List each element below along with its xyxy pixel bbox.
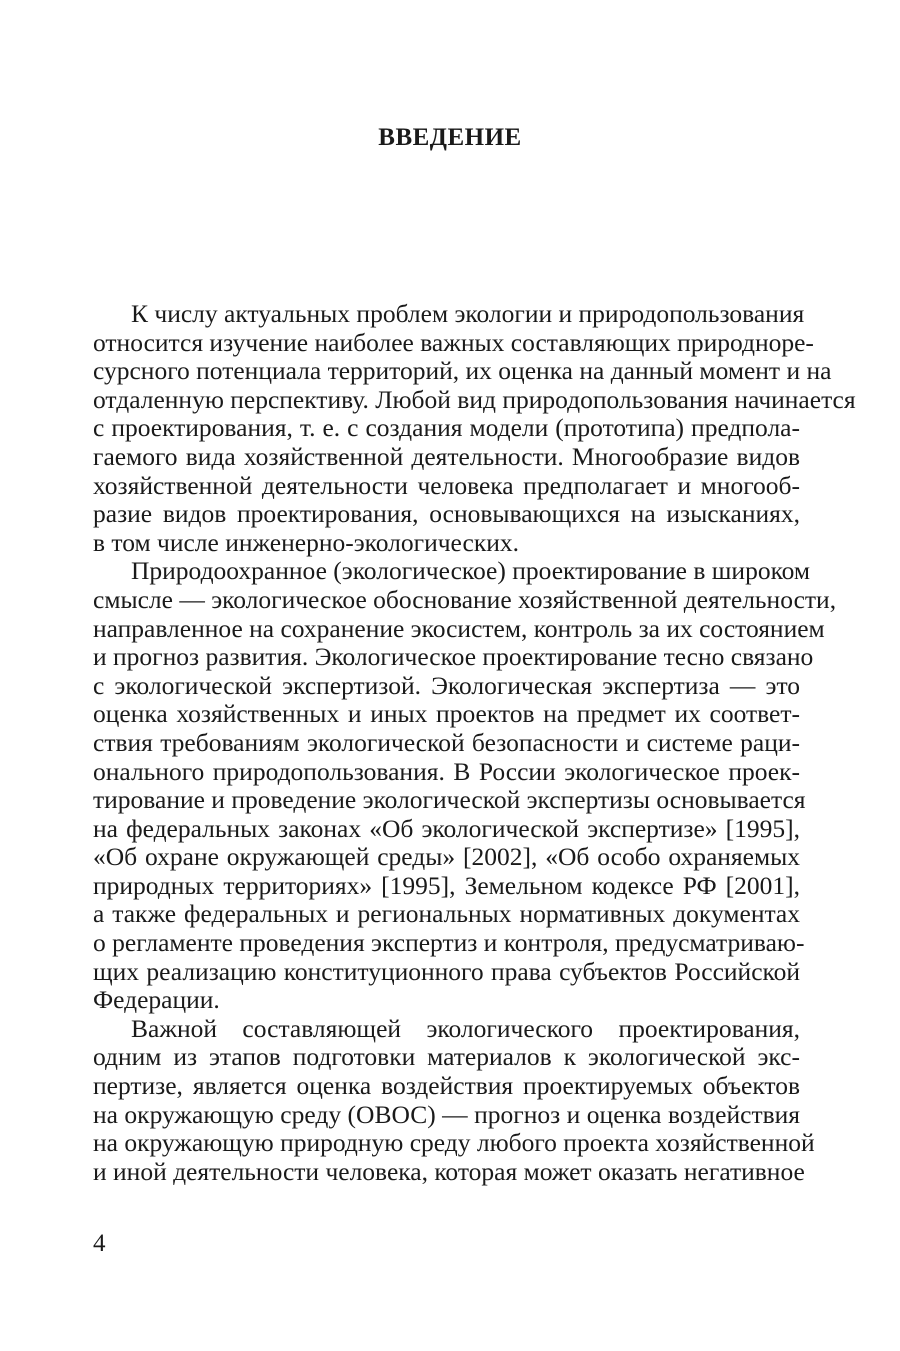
- paragraph-1-line: сурсного потенциала территорий, их оценка на данный момент и на: [93, 356, 832, 386]
- paragraph-1-line: К числу актуальных проблем экологии и природопользования: [131, 299, 805, 328]
- paragraph-3-line: одним из этапов подготовки материалов к экологической экс-: [93, 1042, 800, 1072]
- paragraph-2-line: тирование и проведение экологической экспертизы основывается: [93, 785, 806, 815]
- paragraph-1-line: гаемого вида хозяйственной деятельности. Многообразие видов: [93, 441, 800, 471]
- paragraph-1-line: относится изучение наиболее важных составляющих природноре-: [93, 327, 814, 357]
- paragraph-2-line: смысле — экологическое обоснование хозяйственной деятельности,: [93, 584, 837, 614]
- page-title: ВВЕДЕНИЕ: [378, 124, 522, 151]
- paragraph-1-line: с проектирования, т. е. с создания модели (прототипа) предпола-: [93, 413, 800, 443]
- paragraph-3-line: Важной составляющей экологического проектирования,: [131, 1013, 800, 1043]
- paragraph-2-line: оценка хозяйственных и иных проектов на предмет их соответ-: [93, 699, 800, 729]
- paragraph-1-line: отдаленную перспективу. Любой вид природопользования начинается: [93, 384, 856, 414]
- paragraph-2-line: с экологической экспертизой. Экологическая экспертиза — это: [93, 670, 800, 700]
- paragraph-2-line: природных территориях» [1995], Земельном кодексе РФ [2001],: [93, 870, 800, 900]
- paragraph-1-line: в том числе инженерно-экологических.: [93, 527, 519, 557]
- paragraph-3-line: пертизе, является оценка воздействия проектируемых объектов: [93, 1071, 800, 1101]
- paragraph-1-line: хозяйственной деятельности человека предполагает и многооб-: [93, 470, 800, 500]
- paragraph-3-line: и иной деятельности человека, которая может оказать негативное: [93, 1156, 805, 1186]
- paragraph-2-line: и прогноз развития. Экологическое проектирование тесно связано: [93, 642, 814, 672]
- paragraph-2-line: о регламенте проведения экспертиз и контроля, предусматриваю-: [93, 928, 805, 958]
- paragraph-2-line: «Об охране окружающей среды» [2002], «Об особо охраняемых: [93, 842, 800, 872]
- paragraph-3-line: на окружающую природную среду любого проекта хозяйственной: [93, 1128, 815, 1158]
- paragraph-2-line: направленное на сохранение экосистем, контроль за их состоянием: [93, 613, 825, 643]
- paragraph-2-line: онального природопользования. В России экологическое проек-: [93, 756, 800, 786]
- body-text: [93, 299, 856, 1186]
- page-number: 4: [93, 1230, 106, 1257]
- paragraph-2-line: ствия требованиям экологической безопасности и системе раци-: [93, 727, 800, 757]
- paragraph-2-line: щих реализацию конституционного права субъектов Российской: [93, 956, 800, 986]
- paragraph-2-line: а также федеральных и региональных нормативных документах: [93, 899, 800, 929]
- paragraph-2-line: на федеральных законах «Об экологической экспертизе» [1995],: [93, 813, 800, 843]
- paragraph-2-line: Федерации.: [93, 985, 220, 1015]
- paragraph-3-line: на окружающую среду (ОВОС) — прогноз и оценка воздействия: [93, 1099, 800, 1129]
- paragraph-1-line: разие видов проектирования, основывающихся на изысканиях,: [93, 499, 800, 529]
- paragraph-2-line: Природоохранное (экологическое) проектирование в широком: [131, 556, 811, 586]
